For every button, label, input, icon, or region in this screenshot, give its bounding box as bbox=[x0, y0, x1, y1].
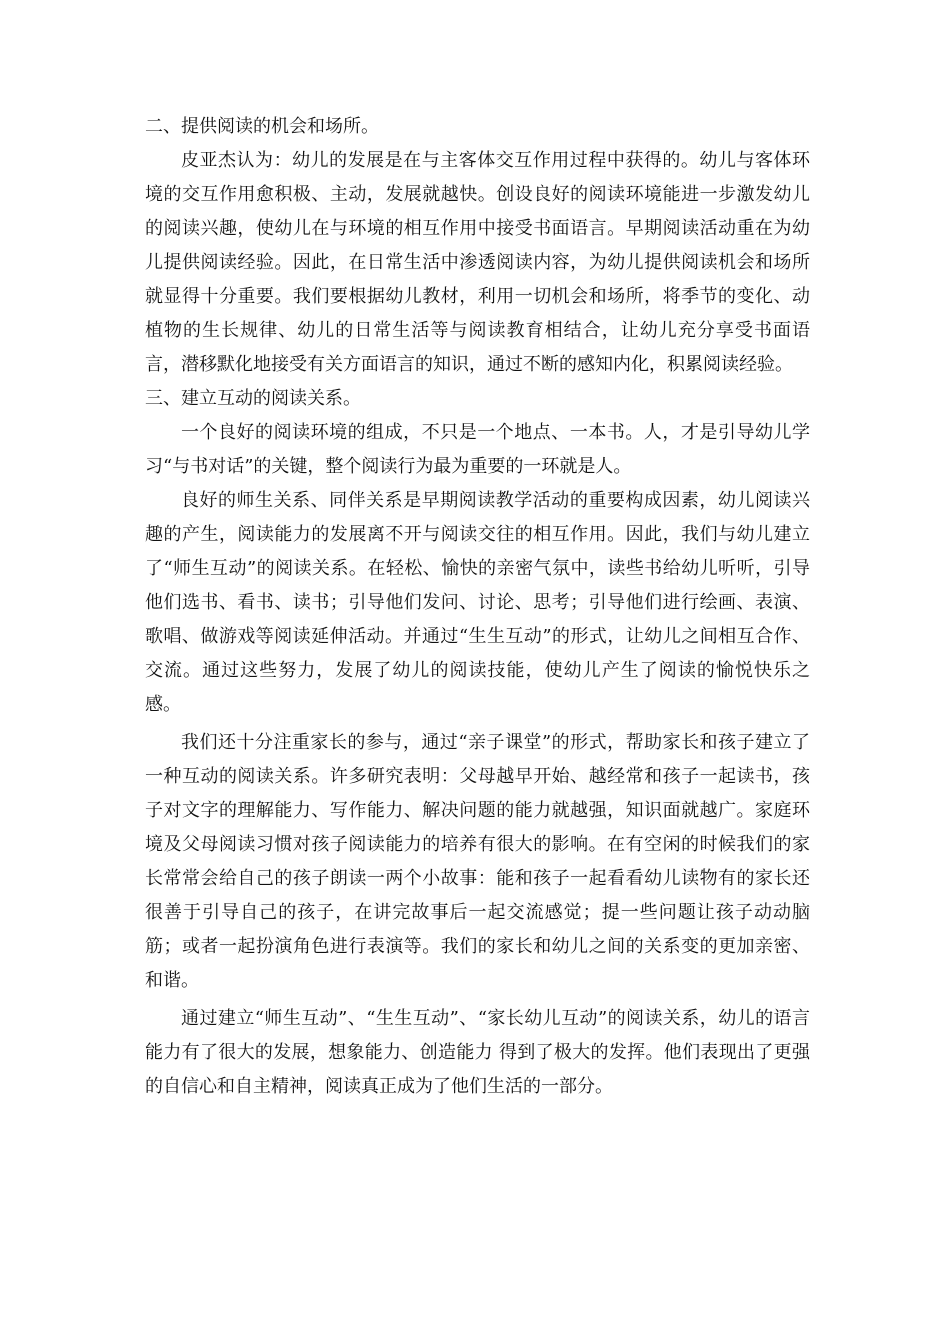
document-body bbox=[145, 110, 810, 1104]
paragraph-teacher-student-interaction: 良好的师生关系、同伴关系是早期阅读教学活动的重要构成因素，幼儿阅读兴趣的产生，阅读能力的发展离不开与阅读交往的相互作用。因此，我们与幼儿建立了“师生互动”的阅读关系。在轻松、愉快的亲密气氛中，读些书给幼儿听听，引导他们选书、看书、读书；引导他们发问、讨论、思考；引导他们进行绘画、表演、歌唱、做游戏等阅读延伸活动。并通过“生生互动”的形式，让幼儿之间相互合作、交流。通过这些努力，发展了幼儿的阅读技能，使幼儿产生了阅读的愉悦快乐之感。 bbox=[145, 490, 810, 715]
paragraph-piaget-reading-environment: 皮亚杰认为：幼儿的发展是在与主客体交互作用过程中获得的。幼儿与客体环境的交互作用愈积极、主动，发展就越快。创设良好的阅读环境能进一步激发幼儿的阅读兴趣，使幼儿在与环境的相互作用中接受书面语言。早期阅读活动重在为幼儿提供阅读经验。因此，在日常生活中渗透阅读内容，为幼儿提供阅读机会和场所就显得十分重要。我们要根据幼儿教材，利用一切机会和场所，将季节的变化、动植物的生长规律、幼儿的日常生活等与阅读教育相结合，让幼儿充分享受书面语言，潜移默化地接受有关方面语言的知识，通过不断的感知内化，积累阅读经验。 bbox=[145, 150, 810, 375]
section-heading-provide-reading-opportunities: 二、提供阅读的机会和场所。 bbox=[145, 116, 379, 137]
paragraph-interaction-results: 通过建立“师生互动”、“生生互动”、“家长幼儿互动”的阅读关系，幼儿的语言能力有了很大的发展，想象能力、创造能力 得到了极大的发挥。他们表现出了更强的自信心和自主精神，阅读真正成为了他们生活的一部分。 bbox=[145, 1008, 810, 1097]
paragraph-parent-participation: 我们还十分注重家长的参与，通过“亲子课堂”的形式，帮助家长和孩子建立了一种互动的阅读关系。许多研究表明：父母越早开始、越经常和孩子一起读书，孩子对文字的理解能力、写作能力、解决问题的能力就越强，知识面就越广。家庭环境及父母阅读习惯对孩子阅读能力的培养有很大的影响。在有空闲的时候我们的家长常常会给自己的孩子朗读一两个小故事：能和孩子一起看看幼儿读物有的家长还很善于引导自己的孩子，在讲完故事后一起交流感觉；提一些问题让孩子动动脑筋；或者一起扮演角色进行表演等。我们的家长和幼儿之间的关系变的更加亲密、和谐。 bbox=[145, 732, 810, 991]
paragraph-reading-environment-people: 一个良好的阅读环境的组成，不只是一个地点、一本书。人，才是引导幼儿学习“与书对话”的关键，整个阅读行为最为重要的一环就是人。 bbox=[145, 422, 810, 477]
section-heading-interactive-reading-relationship: 三、建立互动的阅读关系。 bbox=[145, 388, 361, 409]
